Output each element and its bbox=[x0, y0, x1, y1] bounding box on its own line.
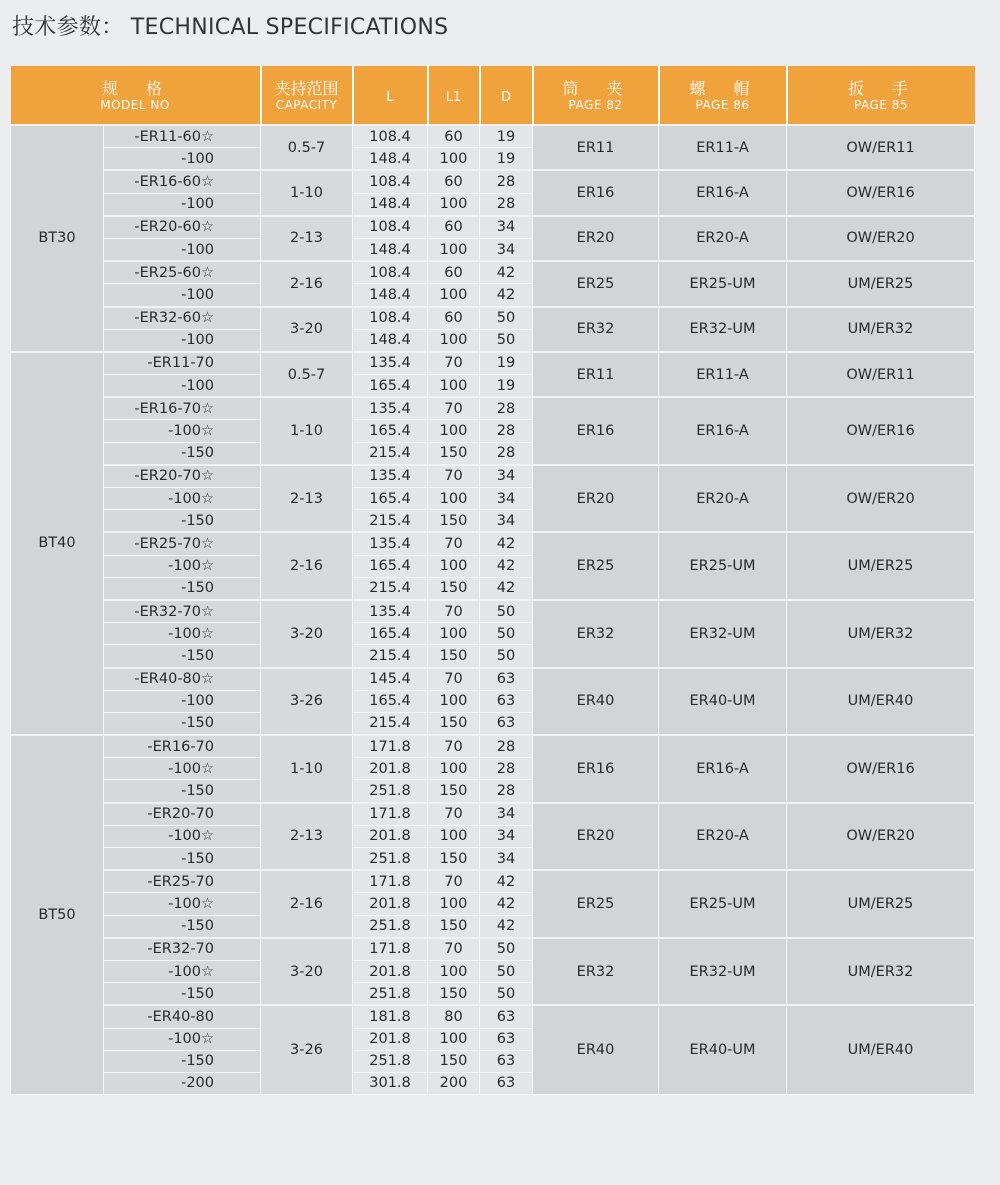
table-row bbox=[11, 668, 975, 691]
collet-value: ER11 bbox=[533, 125, 659, 170]
model-no: -ER16-70☆ bbox=[104, 397, 261, 420]
length-l1: 150 bbox=[428, 645, 480, 668]
table-row bbox=[11, 803, 975, 826]
length-l: 171.8 bbox=[353, 938, 428, 961]
holder-group-name: BT40 bbox=[11, 352, 104, 735]
length-l1: 100 bbox=[428, 555, 480, 577]
length-l: 251.8 bbox=[353, 848, 428, 871]
length-l: 165.4 bbox=[353, 375, 428, 398]
table-row bbox=[11, 352, 975, 375]
model-no: -ER40-80 bbox=[104, 1005, 261, 1028]
header-nut bbox=[659, 66, 787, 125]
nut-value: ER25-UM bbox=[659, 870, 787, 938]
length-l: 215.4 bbox=[353, 510, 428, 533]
model-no: -100☆ bbox=[104, 623, 261, 645]
capacity-value: 0.5-7 bbox=[261, 352, 353, 397]
wrench-value: OW/ER20 bbox=[787, 465, 975, 533]
diameter-d: 28 bbox=[480, 170, 533, 193]
length-l1: 100 bbox=[428, 375, 480, 398]
header-d bbox=[480, 66, 533, 125]
length-l: 165.4 bbox=[353, 555, 428, 577]
model-no: -150 bbox=[104, 1050, 261, 1072]
length-l1: 150 bbox=[428, 915, 480, 938]
model-no: -100☆ bbox=[104, 960, 261, 982]
length-l1: 70 bbox=[428, 668, 480, 691]
nut-value: ER11-A bbox=[659, 352, 787, 397]
nut-value: ER16-A bbox=[659, 735, 787, 803]
diameter-d: 28 bbox=[480, 735, 533, 758]
length-l: 135.4 bbox=[353, 352, 428, 375]
model-no: -150 bbox=[104, 645, 261, 668]
nut-value: ER40-UM bbox=[659, 668, 787, 736]
wrench-value: OW/ER16 bbox=[787, 397, 975, 465]
model-no: -100☆ bbox=[104, 1028, 261, 1050]
collet-value: ER25 bbox=[533, 870, 659, 938]
diameter-d: 42 bbox=[480, 555, 533, 577]
collet-value: ER32 bbox=[533, 600, 659, 668]
model-no: -ER32-70☆ bbox=[104, 600, 261, 623]
length-l: 108.4 bbox=[353, 307, 428, 330]
length-l: 135.4 bbox=[353, 600, 428, 623]
diameter-d: 34 bbox=[480, 216, 533, 239]
capacity-value: 2-16 bbox=[261, 870, 353, 938]
header-l-label: L bbox=[386, 89, 394, 105]
table-row bbox=[11, 397, 975, 420]
table-row bbox=[11, 465, 975, 488]
length-l: 171.8 bbox=[353, 870, 428, 893]
collet-value: ER20 bbox=[533, 465, 659, 533]
diameter-d: 34 bbox=[480, 848, 533, 871]
diameter-d: 42 bbox=[480, 870, 533, 893]
collet-value: ER16 bbox=[533, 397, 659, 465]
diameter-d: 50 bbox=[480, 960, 533, 982]
wrench-value: UM/ER40 bbox=[787, 1005, 975, 1094]
length-l: 215.4 bbox=[353, 577, 428, 600]
length-l: 148.4 bbox=[353, 238, 428, 261]
collet-value: ER20 bbox=[533, 803, 659, 871]
model-no: -ER32-60☆ bbox=[104, 307, 261, 330]
diameter-d: 50 bbox=[480, 307, 533, 330]
length-l: 215.4 bbox=[353, 442, 428, 465]
length-l1: 100 bbox=[428, 690, 480, 712]
wrench-value: OW/ER11 bbox=[787, 125, 975, 170]
model-no: -ER25-70 bbox=[104, 870, 261, 893]
length-l1: 100 bbox=[428, 623, 480, 645]
diameter-d: 34 bbox=[480, 238, 533, 261]
diameter-d: 34 bbox=[480, 465, 533, 488]
length-l1: 70 bbox=[428, 735, 480, 758]
model-no: -ER11-70 bbox=[104, 352, 261, 375]
diameter-d: 63 bbox=[480, 690, 533, 712]
diameter-d: 42 bbox=[480, 532, 533, 555]
wrench-value: UM/ER32 bbox=[787, 600, 975, 668]
header-wrench-zh: 扳 手 bbox=[848, 78, 915, 98]
model-no: -150 bbox=[104, 442, 261, 465]
nut-value: ER40-UM bbox=[659, 1005, 787, 1094]
length-l1: 100 bbox=[428, 960, 480, 982]
model-no: -100☆ bbox=[104, 420, 261, 442]
diameter-d: 34 bbox=[480, 488, 533, 510]
length-l: 165.4 bbox=[353, 690, 428, 712]
diameter-d: 34 bbox=[480, 803, 533, 826]
length-l: 108.4 bbox=[353, 170, 428, 193]
model-no: -150 bbox=[104, 848, 261, 871]
holder-group-name: BT50 bbox=[11, 735, 104, 1095]
model-no: -100 bbox=[104, 284, 261, 307]
table-row bbox=[11, 532, 975, 555]
length-l1: 100 bbox=[428, 758, 480, 780]
capacity-value: 0.5-7 bbox=[261, 125, 353, 170]
table-row bbox=[11, 735, 975, 758]
nut-value: ER11-A bbox=[659, 125, 787, 170]
collet-value: ER32 bbox=[533, 307, 659, 352]
model-no: -100 bbox=[104, 148, 261, 171]
model-no: -100☆ bbox=[104, 893, 261, 915]
header-collet-zh: 筒 夹 bbox=[562, 78, 629, 98]
length-l: 171.8 bbox=[353, 803, 428, 826]
length-l: 108.4 bbox=[353, 261, 428, 284]
length-l: 135.4 bbox=[353, 397, 428, 420]
header-d-label: D bbox=[501, 89, 512, 105]
diameter-d: 63 bbox=[480, 1050, 533, 1072]
collet-value: ER40 bbox=[533, 1005, 659, 1094]
diameter-d: 34 bbox=[480, 825, 533, 847]
capacity-value: 1-10 bbox=[261, 397, 353, 465]
wrench-value: OW/ER11 bbox=[787, 352, 975, 397]
diameter-d: 28 bbox=[480, 193, 533, 216]
diameter-d: 42 bbox=[480, 893, 533, 915]
length-l: 165.4 bbox=[353, 420, 428, 442]
length-l1: 70 bbox=[428, 600, 480, 623]
length-l1: 70 bbox=[428, 803, 480, 826]
length-l1: 100 bbox=[428, 1028, 480, 1050]
table-row bbox=[11, 170, 975, 193]
collet-value: ER32 bbox=[533, 938, 659, 1006]
length-l: 148.4 bbox=[353, 284, 428, 307]
capacity-value: 3-26 bbox=[261, 1005, 353, 1094]
model-no: -100☆ bbox=[104, 488, 261, 510]
length-l1: 150 bbox=[428, 712, 480, 735]
length-l: 201.8 bbox=[353, 893, 428, 915]
length-l1: 150 bbox=[428, 983, 480, 1006]
diameter-d: 19 bbox=[480, 125, 533, 148]
capacity-value: 2-16 bbox=[261, 532, 353, 600]
page-title: 技术参数： TECHNICAL SPECIFICATIONS bbox=[12, 15, 449, 40]
nut-value: ER32-UM bbox=[659, 307, 787, 352]
length-l1: 60 bbox=[428, 125, 480, 148]
header-collet-en: PAGE 82 bbox=[568, 97, 623, 112]
diameter-d: 42 bbox=[480, 284, 533, 307]
header-l bbox=[353, 66, 428, 125]
capacity-value: 1-10 bbox=[261, 735, 353, 803]
model-no: -100☆ bbox=[104, 825, 261, 847]
header-model-en: MODEL NO bbox=[100, 97, 170, 112]
diameter-d: 42 bbox=[480, 577, 533, 600]
diameter-d: 19 bbox=[480, 352, 533, 375]
header-nut-zh: 螺 帽 bbox=[689, 78, 756, 98]
diameter-d: 63 bbox=[480, 712, 533, 735]
length-l: 148.4 bbox=[353, 329, 428, 352]
table-row bbox=[11, 261, 975, 284]
capacity-value: 2-13 bbox=[261, 465, 353, 533]
model-no: -150 bbox=[104, 577, 261, 600]
length-l: 215.4 bbox=[353, 712, 428, 735]
collet-value: ER40 bbox=[533, 668, 659, 736]
length-l: 201.8 bbox=[353, 1028, 428, 1050]
wrench-value: UM/ER25 bbox=[787, 870, 975, 938]
length-l1: 70 bbox=[428, 397, 480, 420]
collet-value: ER11 bbox=[533, 352, 659, 397]
length-l: 251.8 bbox=[353, 1050, 428, 1072]
nut-value: ER25-UM bbox=[659, 261, 787, 306]
length-l1: 200 bbox=[428, 1072, 480, 1094]
model-no: -150 bbox=[104, 915, 261, 938]
length-l: 251.8 bbox=[353, 983, 428, 1006]
wrench-value: OW/ER16 bbox=[787, 735, 975, 803]
capacity-value: 1-10 bbox=[261, 170, 353, 215]
length-l1: 100 bbox=[428, 420, 480, 442]
model-no: -ER11-60☆ bbox=[104, 125, 261, 148]
length-l: 148.4 bbox=[353, 148, 428, 171]
length-l: 165.4 bbox=[353, 488, 428, 510]
model-no: -100 bbox=[104, 375, 261, 398]
length-l: 201.8 bbox=[353, 960, 428, 982]
header-l1 bbox=[428, 66, 480, 125]
diameter-d: 19 bbox=[480, 375, 533, 398]
wrench-value: UM/ER25 bbox=[787, 261, 975, 306]
length-l: 215.4 bbox=[353, 645, 428, 668]
capacity-value: 2-13 bbox=[261, 216, 353, 261]
model-no: -100☆ bbox=[104, 758, 261, 780]
length-l1: 100 bbox=[428, 193, 480, 216]
length-l: 145.4 bbox=[353, 668, 428, 691]
wrench-value: OW/ER20 bbox=[787, 803, 975, 871]
length-l1: 150 bbox=[428, 577, 480, 600]
header-collet bbox=[533, 66, 659, 125]
length-l1: 80 bbox=[428, 1005, 480, 1028]
table-row bbox=[11, 1005, 975, 1028]
length-l: 108.4 bbox=[353, 125, 428, 148]
table-row bbox=[11, 125, 975, 148]
diameter-d: 50 bbox=[480, 600, 533, 623]
length-l1: 100 bbox=[428, 238, 480, 261]
model-no: -ER25-70☆ bbox=[104, 532, 261, 555]
diameter-d: 28 bbox=[480, 397, 533, 420]
collet-value: ER25 bbox=[533, 261, 659, 306]
length-l1: 70 bbox=[428, 465, 480, 488]
length-l1: 60 bbox=[428, 170, 480, 193]
diameter-d: 50 bbox=[480, 329, 533, 352]
length-l1: 100 bbox=[428, 284, 480, 307]
spec-body bbox=[11, 125, 975, 1095]
header-row bbox=[11, 66, 975, 125]
nut-value: ER20-A bbox=[659, 803, 787, 871]
length-l1: 70 bbox=[428, 938, 480, 961]
length-l1: 60 bbox=[428, 261, 480, 284]
nut-value: ER32-UM bbox=[659, 600, 787, 668]
diameter-d: 28 bbox=[480, 758, 533, 780]
diameter-d: 19 bbox=[480, 148, 533, 171]
diameter-d: 42 bbox=[480, 915, 533, 938]
wrench-value: UM/ER25 bbox=[787, 532, 975, 600]
nut-value: ER16-A bbox=[659, 397, 787, 465]
model-no: -150 bbox=[104, 983, 261, 1006]
length-l1: 100 bbox=[428, 488, 480, 510]
model-no: -ER32-70 bbox=[104, 938, 261, 961]
model-no: -ER20-60☆ bbox=[104, 216, 261, 239]
length-l1: 150 bbox=[428, 848, 480, 871]
wrench-value: OW/ER16 bbox=[787, 170, 975, 215]
model-no: -ER20-70☆ bbox=[104, 465, 261, 488]
nut-value: ER25-UM bbox=[659, 532, 787, 600]
length-l: 251.8 bbox=[353, 780, 428, 803]
nut-value: ER32-UM bbox=[659, 938, 787, 1006]
header-capacity-en: CAPACITY bbox=[275, 97, 338, 112]
nut-value: ER20-A bbox=[659, 216, 787, 261]
collet-value: ER16 bbox=[533, 170, 659, 215]
diameter-d: 50 bbox=[480, 983, 533, 1006]
diameter-d: 42 bbox=[480, 261, 533, 284]
diameter-d: 63 bbox=[480, 1028, 533, 1050]
table-row bbox=[11, 870, 975, 893]
model-no: -100 bbox=[104, 238, 261, 261]
table-row bbox=[11, 216, 975, 239]
table-row bbox=[11, 600, 975, 623]
model-no: -ER40-80☆ bbox=[104, 668, 261, 691]
model-no: -150 bbox=[104, 712, 261, 735]
header-l1-label: L1 bbox=[445, 89, 462, 105]
capacity-value: 3-20 bbox=[261, 600, 353, 668]
header-wrench bbox=[787, 66, 975, 125]
model-no: -100 bbox=[104, 690, 261, 712]
length-l1: 70 bbox=[428, 352, 480, 375]
length-l: 171.8 bbox=[353, 735, 428, 758]
header-model bbox=[11, 66, 261, 125]
diameter-d: 34 bbox=[480, 510, 533, 533]
diameter-d: 28 bbox=[480, 420, 533, 442]
header-model-zh: 规 格 bbox=[102, 78, 169, 98]
length-l1: 60 bbox=[428, 216, 480, 239]
length-l: 301.8 bbox=[353, 1072, 428, 1094]
model-no: -100☆ bbox=[104, 555, 261, 577]
diameter-d: 50 bbox=[480, 645, 533, 668]
header-capacity bbox=[261, 66, 353, 125]
diameter-d: 50 bbox=[480, 623, 533, 645]
wrench-value: UM/ER32 bbox=[787, 938, 975, 1006]
collet-value: ER25 bbox=[533, 532, 659, 600]
nut-value: ER16-A bbox=[659, 170, 787, 215]
wrench-value: UM/ER32 bbox=[787, 307, 975, 352]
length-l1: 60 bbox=[428, 307, 480, 330]
collet-value: ER20 bbox=[533, 216, 659, 261]
diameter-d: 28 bbox=[480, 442, 533, 465]
diameter-d: 28 bbox=[480, 780, 533, 803]
length-l1: 100 bbox=[428, 825, 480, 847]
capacity-value: 3-20 bbox=[261, 307, 353, 352]
length-l: 201.8 bbox=[353, 825, 428, 847]
length-l1: 70 bbox=[428, 532, 480, 555]
model-no: -ER16-60☆ bbox=[104, 170, 261, 193]
wrench-value: OW/ER20 bbox=[787, 216, 975, 261]
diameter-d: 63 bbox=[480, 1072, 533, 1094]
length-l1: 150 bbox=[428, 780, 480, 803]
header-capacity-zh: 夹持范围 bbox=[274, 78, 339, 98]
length-l1: 150 bbox=[428, 442, 480, 465]
length-l: 148.4 bbox=[353, 193, 428, 216]
model-no: -200 bbox=[104, 1072, 261, 1094]
length-l: 251.8 bbox=[353, 915, 428, 938]
model-no: -ER20-70 bbox=[104, 803, 261, 826]
capacity-value: 3-20 bbox=[261, 938, 353, 1006]
model-no: -150 bbox=[104, 780, 261, 803]
model-no: -ER16-70 bbox=[104, 735, 261, 758]
model-no: -100 bbox=[104, 329, 261, 352]
length-l: 165.4 bbox=[353, 623, 428, 645]
table-row bbox=[11, 307, 975, 330]
model-no: -ER25-60☆ bbox=[104, 261, 261, 284]
length-l1: 100 bbox=[428, 893, 480, 915]
spec-table bbox=[10, 66, 975, 1095]
diameter-d: 63 bbox=[480, 1005, 533, 1028]
length-l: 135.4 bbox=[353, 465, 428, 488]
length-l1: 100 bbox=[428, 329, 480, 352]
header-nut-en: PAGE 86 bbox=[695, 97, 750, 112]
capacity-value: 2-16 bbox=[261, 261, 353, 306]
length-l1: 150 bbox=[428, 1050, 480, 1072]
diameter-d: 50 bbox=[480, 938, 533, 961]
length-l1: 100 bbox=[428, 148, 480, 171]
diameter-d: 63 bbox=[480, 668, 533, 691]
wrench-value: UM/ER40 bbox=[787, 668, 975, 736]
capacity-value: 3-26 bbox=[261, 668, 353, 736]
collet-value: ER16 bbox=[533, 735, 659, 803]
header-wrench-en: PAGE 85 bbox=[854, 97, 908, 112]
model-no: -100 bbox=[104, 193, 261, 216]
nut-value: ER20-A bbox=[659, 465, 787, 533]
model-no: -150 bbox=[104, 510, 261, 533]
length-l1: 150 bbox=[428, 510, 480, 533]
length-l: 181.8 bbox=[353, 1005, 428, 1028]
length-l1: 70 bbox=[428, 870, 480, 893]
length-l: 108.4 bbox=[353, 216, 428, 239]
holder-group-name: BT30 bbox=[11, 125, 104, 352]
table-row bbox=[11, 938, 975, 961]
length-l: 135.4 bbox=[353, 532, 428, 555]
length-l: 201.8 bbox=[353, 758, 428, 780]
capacity-value: 2-13 bbox=[261, 803, 353, 871]
